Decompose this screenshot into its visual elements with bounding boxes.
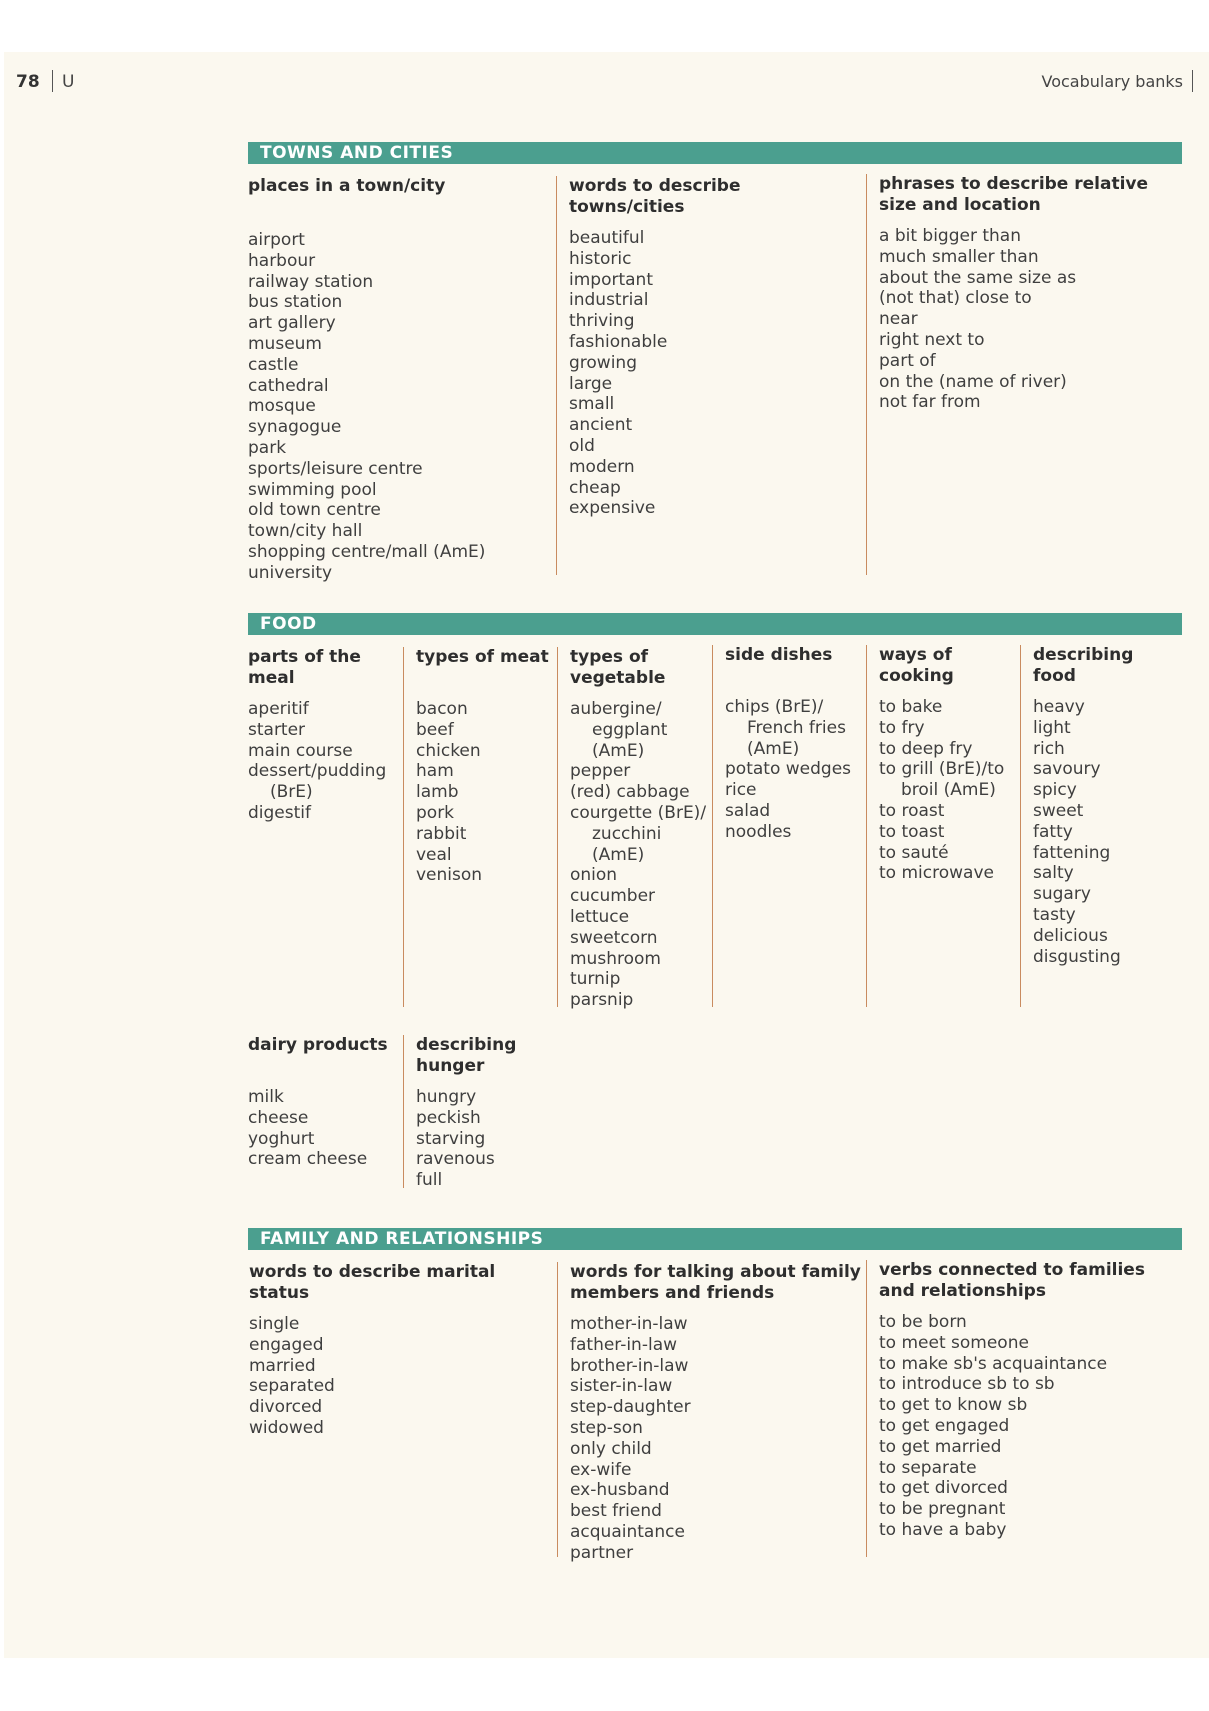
list-item: shopping centre/mall (AmE)	[248, 541, 486, 562]
list-item: to fry	[879, 717, 925, 738]
list-item: rice	[725, 780, 757, 801]
list-item: broil (AmE)	[901, 780, 996, 801]
list-item: divorced	[249, 1397, 323, 1418]
list-item: swimming pool	[248, 479, 377, 500]
list-item: old town centre	[248, 500, 381, 521]
section-banner-food: FOOD	[248, 613, 1182, 635]
list-item: to meet someone	[879, 1332, 1029, 1353]
list-item: French fries	[747, 717, 846, 738]
list-item: onion	[570, 865, 618, 886]
column-heading: cooking	[879, 666, 954, 686]
list-item: beef	[416, 719, 454, 740]
list-item: step-son	[570, 1417, 643, 1438]
list-item: father-in-law	[570, 1334, 678, 1355]
list-item: to deep fry	[879, 738, 973, 759]
towns-location-column	[866, 174, 1195, 575]
list-item: chips (BrE)/	[725, 697, 824, 717]
word-list	[248, 1087, 398, 1170]
list-item: married	[249, 1355, 316, 1376]
list-item: turnip	[570, 969, 621, 990]
list-item: sister-in-law	[570, 1376, 673, 1397]
column-heading: verbs connected to families	[879, 1260, 1145, 1280]
list-item: cucumber	[570, 886, 656, 907]
towns-places-column	[248, 176, 548, 584]
list-item: venison	[416, 865, 483, 886]
list-item: eggplant	[592, 719, 668, 740]
list-item: mushroom	[570, 948, 661, 969]
column-heading: words to describe	[569, 176, 741, 196]
list-item: to separate	[879, 1457, 977, 1478]
list-item: chicken	[416, 740, 481, 761]
food-sides-column	[712, 645, 865, 1007]
list-item: starving	[416, 1128, 486, 1149]
list-item: acquaintance	[570, 1521, 685, 1542]
list-item: to get engaged	[879, 1415, 1010, 1436]
list-item: cheese	[248, 1107, 309, 1128]
list-item: hungry	[416, 1087, 477, 1107]
word-list	[569, 228, 869, 519]
word-list	[725, 697, 865, 843]
list-item: museum	[248, 333, 322, 354]
list-item: to get to know sb	[879, 1395, 1028, 1416]
word-list	[879, 1312, 1195, 1541]
list-item: best friend	[570, 1501, 662, 1522]
list-item: mother-in-law	[570, 1314, 688, 1334]
list-item: to have a baby	[879, 1519, 1007, 1540]
column-heading: ways of	[879, 645, 952, 665]
word-list	[879, 226, 1195, 413]
list-item: ham	[416, 761, 454, 782]
column-heading: types of meat	[416, 647, 549, 667]
section-banner-towns: TOWNS AND CITIES	[248, 142, 1182, 164]
list-item: industrial	[569, 290, 649, 311]
column-heading: meal	[248, 668, 295, 688]
running-head-divider	[1192, 70, 1193, 92]
word-list	[248, 699, 398, 824]
list-item: potato wedges	[725, 759, 852, 780]
list-item: aubergine/	[570, 699, 662, 719]
family-marital-column	[249, 1262, 549, 1439]
list-item: sweetcorn	[570, 927, 658, 948]
list-item: only child	[570, 1438, 652, 1459]
word-list	[570, 699, 710, 1011]
list-item: spicy	[1033, 780, 1077, 801]
list-item: to microwave	[879, 863, 994, 884]
word-list	[248, 230, 548, 584]
family-members-column	[557, 1262, 870, 1563]
list-item: rich	[1033, 738, 1065, 759]
page-number: 78	[16, 72, 40, 92]
list-item: sweet	[1033, 800, 1084, 821]
list-item: step-daughter	[570, 1397, 691, 1418]
list-item: (AmE)	[747, 738, 800, 759]
list-item: to be born	[879, 1312, 967, 1332]
list-item: single	[249, 1314, 300, 1334]
list-item: small	[569, 394, 615, 415]
list-item: mosque	[248, 396, 316, 417]
list-item: not far from	[879, 392, 981, 413]
column-heading: status	[249, 1283, 310, 1303]
column-heading: towns/cities	[569, 197, 685, 217]
food-meat-column	[403, 647, 556, 1007]
list-item: to introduce sb to sb	[879, 1374, 1055, 1395]
list-item: near	[879, 309, 918, 330]
list-item: fattening	[1033, 842, 1111, 863]
column-heading: food	[1033, 666, 1076, 686]
column-heading: words for talking about family	[570, 1262, 861, 1282]
list-item: widowed	[249, 1417, 324, 1438]
food-describing-column	[1020, 645, 1183, 1007]
list-item: brother-in-law	[570, 1355, 689, 1376]
list-item: ancient	[569, 415, 633, 436]
list-item: peckish	[416, 1107, 481, 1128]
list-item: synagogue	[248, 417, 342, 438]
towns-describe-column	[556, 176, 869, 575]
column-heading: parts of the	[248, 647, 361, 667]
list-item: aperitif	[248, 699, 309, 719]
list-item: lamb	[416, 782, 459, 803]
list-item: heavy	[1033, 697, 1085, 717]
list-item: fatty	[1033, 821, 1073, 842]
list-item: main course	[248, 740, 353, 761]
list-item: partner	[570, 1542, 634, 1563]
column-heading: vegetable	[570, 668, 666, 688]
list-item: starter	[248, 719, 306, 740]
list-item: old	[569, 435, 595, 456]
column-heading: and relationships	[879, 1281, 1046, 1301]
list-item: sports/leisure centre	[248, 458, 423, 479]
list-item: sugary	[1033, 884, 1091, 905]
list-item: to grill (BrE)/to	[879, 759, 1005, 780]
list-item: yoghurt	[248, 1128, 315, 1149]
list-item: university	[248, 562, 333, 583]
column-heading: members and friends	[570, 1283, 775, 1303]
list-item: important	[569, 269, 653, 290]
food-cooking-column	[866, 645, 1019, 1007]
word-list	[1033, 697, 1183, 967]
list-item: bus station	[248, 292, 343, 313]
list-item: a bit bigger than	[879, 226, 1021, 246]
list-item: parsnip	[570, 990, 634, 1011]
column-heading: types of	[570, 647, 649, 667]
list-item: cathedral	[248, 375, 329, 396]
list-item: engaged	[249, 1334, 324, 1355]
list-item: on the (name of river)	[879, 371, 1067, 392]
list-item: to get divorced	[879, 1478, 1008, 1499]
list-item: historic	[569, 248, 632, 269]
list-item: to make sb's acquaintance	[879, 1353, 1108, 1374]
list-item: milk	[248, 1087, 284, 1107]
list-item: to be pregnant	[879, 1499, 1006, 1520]
word-list	[570, 1314, 870, 1564]
column-heading: hunger	[416, 1056, 485, 1076]
list-item: (AmE)	[592, 740, 645, 761]
column-heading: describing	[416, 1035, 517, 1055]
column-heading: phrases to describe relative	[879, 174, 1149, 194]
list-item: ravenous	[416, 1149, 495, 1170]
list-item: pepper	[570, 761, 631, 782]
list-item: railway station	[248, 271, 374, 292]
list-item: cream cheese	[248, 1149, 368, 1170]
word-list	[416, 699, 556, 886]
list-item: (AmE)	[592, 844, 645, 865]
food-meal-column	[248, 647, 398, 824]
list-item: beautiful	[569, 228, 645, 248]
list-item: airport	[248, 230, 305, 250]
list-item: digestif	[248, 802, 311, 823]
list-item: expensive	[569, 498, 656, 519]
list-item: ex-husband	[570, 1480, 670, 1501]
list-item: fashionable	[569, 331, 668, 352]
list-item: ex-wife	[570, 1459, 632, 1480]
word-list	[249, 1314, 549, 1439]
running-head: Vocabulary banks	[1041, 72, 1183, 91]
list-item: thriving	[569, 311, 635, 332]
list-item: cheap	[569, 477, 621, 498]
word-list	[879, 697, 1019, 884]
list-item: separated	[249, 1376, 335, 1397]
list-item: town/city hall	[248, 521, 363, 542]
list-item: dessert/pudding	[248, 761, 387, 782]
list-item: (not that) close to	[879, 288, 1032, 309]
list-item: veal	[416, 844, 452, 865]
list-item: park	[248, 437, 287, 458]
food-hunger-column	[403, 1035, 556, 1191]
list-item: light	[1033, 717, 1071, 738]
list-item: much smaller than	[879, 246, 1039, 267]
list-item: (red) cabbage	[570, 782, 690, 803]
list-item: delicious	[1033, 925, 1108, 946]
list-item: to sauté	[879, 842, 949, 863]
list-item: full	[416, 1170, 443, 1191]
list-item: castle	[248, 354, 299, 375]
list-item: noodles	[725, 821, 792, 842]
list-item: to get married	[879, 1436, 1002, 1457]
list-item: (BrE)	[270, 782, 313, 803]
list-item: courgette (BrE)/	[570, 802, 707, 823]
word-list	[416, 1087, 556, 1191]
list-item: growing	[569, 352, 637, 373]
column-heading: places in a town/city	[248, 176, 446, 196]
list-item: to toast	[879, 821, 945, 842]
column-heading: side dishes	[725, 645, 833, 665]
list-item: tasty	[1033, 904, 1076, 925]
list-item: harbour	[248, 250, 316, 271]
column-heading: size and location	[879, 195, 1041, 215]
list-item: to bake	[879, 697, 943, 717]
list-item: savoury	[1033, 759, 1101, 780]
family-verbs-column	[866, 1260, 1195, 1557]
list-item: bacon	[416, 699, 468, 719]
column-heading: describing	[1033, 645, 1134, 665]
section-banner-family: FAMILY AND RELATIONSHIPS	[248, 1228, 1182, 1250]
list-item: modern	[569, 456, 635, 477]
list-item: lettuce	[570, 906, 630, 927]
list-item: to roast	[879, 800, 945, 821]
list-item: salad	[725, 800, 771, 821]
food-dairy-column	[248, 1035, 398, 1170]
list-item: disgusting	[1033, 946, 1121, 967]
column-heading: dairy products	[248, 1035, 388, 1055]
list-item: right next to	[879, 329, 985, 350]
list-item: large	[569, 373, 613, 394]
list-item: rabbit	[416, 823, 467, 844]
column-heading: words to describe marital	[249, 1262, 496, 1282]
list-item: zucchini	[592, 823, 662, 844]
list-item: art gallery	[248, 313, 336, 334]
header-divider	[52, 70, 53, 92]
list-item: about the same size as	[879, 267, 1077, 288]
unit-label: U	[62, 72, 75, 92]
list-item: part of	[879, 350, 936, 371]
list-item: pork	[416, 802, 455, 823]
food-veg-column	[557, 647, 710, 1011]
list-item: salty	[1033, 863, 1074, 884]
